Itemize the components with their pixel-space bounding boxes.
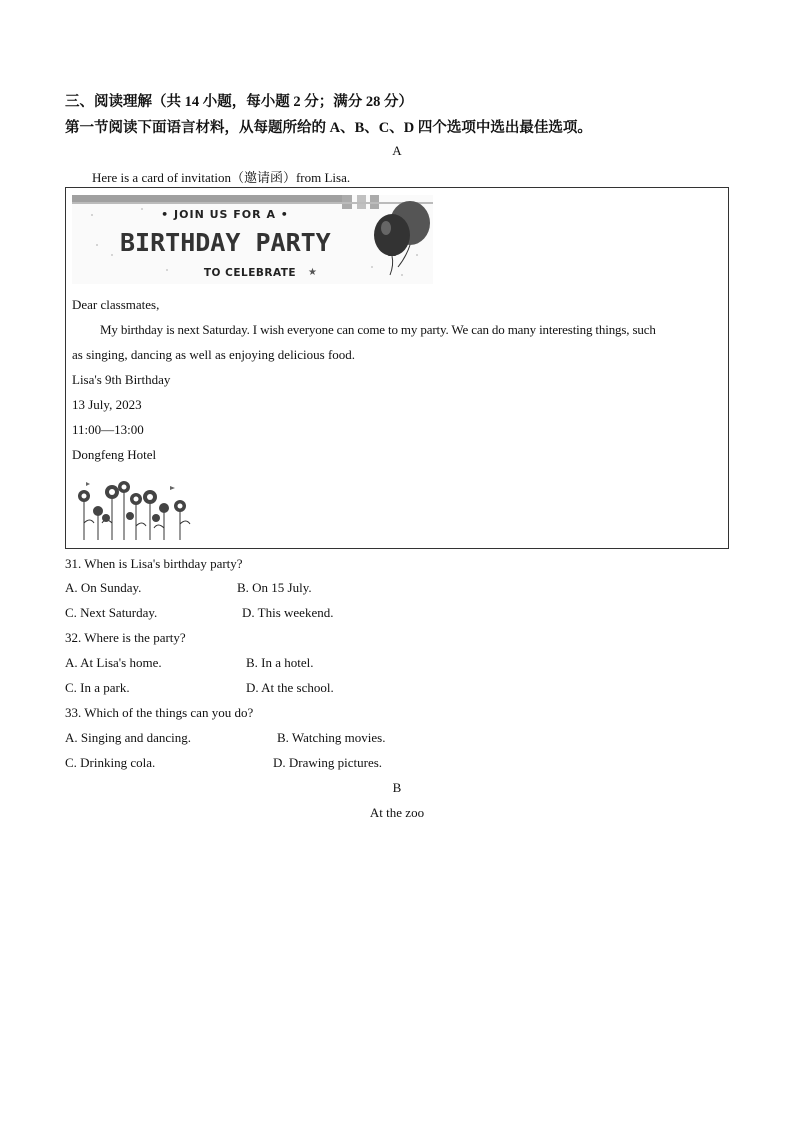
card-body-line-2: as singing, dancing as well as enjoying delicious food.: [72, 347, 356, 362]
question-33-option-a: A. Singing and dancing.: [65, 730, 192, 745]
card-body-line-1: My birthday is next Saturday. I wish everyone can come to my party. We can do many interesting things, such: [100, 322, 656, 337]
passage-a-intro: Here is a card of invitation（邀请函）from Lisa.: [92, 170, 351, 185]
card-place: Dongfeng Hotel: [72, 447, 157, 462]
card-greeting: Dear classmates,: [72, 297, 160, 312]
question-32-option-c: C. In a park.: [65, 680, 130, 695]
question-32-option-d: D. At the school.: [246, 680, 334, 695]
balloons-icon: [374, 201, 430, 275]
question-32-option-a: A. At Lisa's home.: [65, 655, 162, 670]
question-31-option-d: D. This weekend.: [242, 605, 334, 620]
question-33-option-b: B. Watching movies.: [277, 730, 386, 745]
question-33-option-d: D. Drawing pictures.: [273, 755, 383, 770]
svg-text:★: ★: [308, 267, 317, 278]
banner-title: BIRTHDAY PARTY: [120, 228, 331, 257]
question-32-stem: 32. Where is the party?: [65, 630, 186, 645]
flowers-icon: [72, 478, 197, 544]
passage-b-title: At the zoo: [369, 805, 425, 820]
question-33-option-c: C. Drinking cola.: [65, 755, 156, 770]
banner-subtitle: TO CELEBRATE: [203, 267, 297, 279]
section-heading: 三、阅读理解（共 14 小题，每小题 2 分；满分 28 分）: [65, 94, 413, 110]
question-33-stem: 33. Which of the things can you do?: [65, 705, 254, 720]
banner-top-text: • JOIN US FOR A •: [161, 208, 289, 221]
passage-a-label: A: [392, 143, 402, 158]
question-31-option-b: B. On 15 July.: [237, 580, 312, 595]
section-instruction: 第一节阅读下面语言材料，从每题所给的 A、B、C、D 四个选项中选出最佳选项。: [65, 120, 592, 136]
passage-b-label: B: [392, 780, 402, 795]
card-date: 13 July, 2023: [72, 397, 142, 412]
question-31-stem: 31. When is Lisa's birthday party?: [65, 556, 243, 571]
question-31-option-c: C. Next Saturday.: [65, 605, 158, 620]
card-time: 11:00—13:00: [72, 422, 144, 437]
card-event: Lisa's 9th Birthday: [72, 372, 171, 387]
question-32-option-b: B. In a hotel.: [246, 655, 314, 670]
question-31-option-a: A. On Sunday.: [65, 580, 142, 595]
